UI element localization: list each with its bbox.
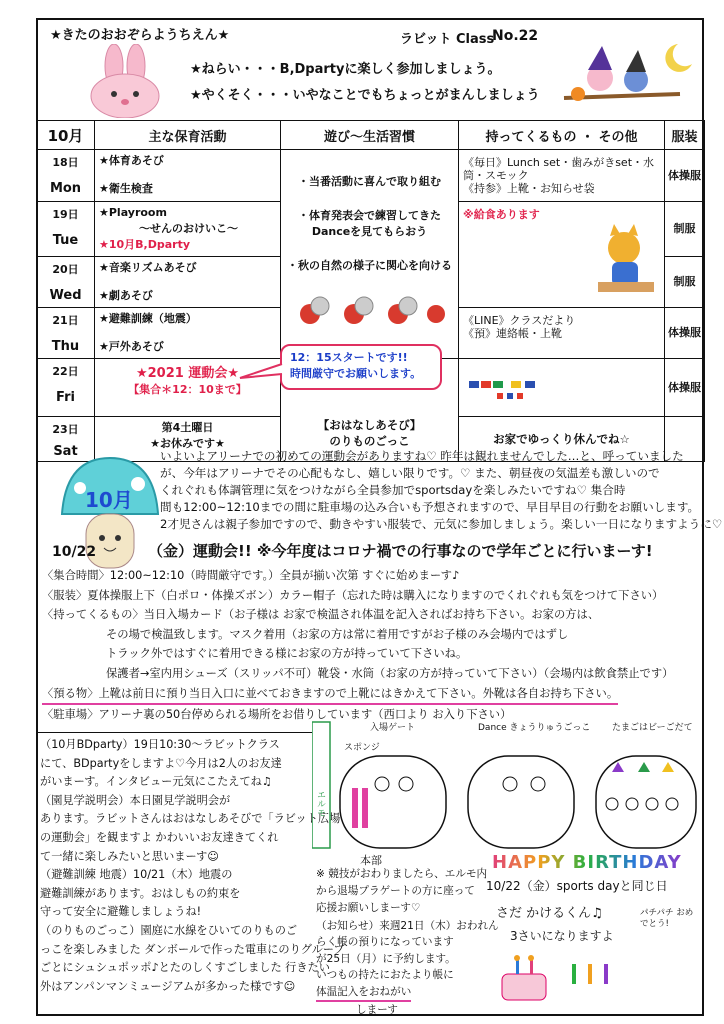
left-note-line: （園見学説明会）本日園見学説明会が [40, 793, 231, 807]
wear-cell: 制服 [665, 257, 705, 308]
activity-2: ★戸外あそび [99, 340, 164, 353]
activity-2: 【集合＊12：10まで】 [128, 383, 247, 396]
row-date: 20日 [52, 263, 79, 276]
intro-line: 2才児さんは親子参加ですので、動きやすい服装で、元気に参加しましょう。楽しい一日になりますように♡ [160, 517, 723, 531]
story-title: のりものごっこ [329, 434, 410, 448]
activity-1: ★体育あそび [99, 154, 164, 167]
map-note-line: 応援お願いしまーす♡ [316, 902, 421, 914]
wear-cell: 体操服 [665, 308, 705, 359]
row-dow: Tue [52, 233, 79, 248]
activity-1: ★避難訓練（地震） [99, 312, 197, 325]
wear-cell: 体操服 [665, 359, 705, 417]
bring-text: 《毎日》Lunch set・歯みがきset・水筒・スモック 《持参》上靴・お知らせ袋 [463, 156, 655, 195]
parking-line: 〈駐車場〉アリーナ裏の50台停められる場所をお借りしています（西口より お入り下さい） [42, 708, 512, 722]
notice-box [316, 918, 499, 1018]
detail-line: 保護者→室内用シューズ（スリッパ不可）靴袋・水筒（お家の方が持っていて下さい）（会場内は飲食禁止です） [106, 666, 674, 680]
activity-2: ★劇あそび [99, 289, 153, 302]
play-line-1: ・当番活動に喜んで取り組む [298, 175, 441, 188]
play-line-4: ・秋の自然の様子に関心を向ける [287, 259, 452, 272]
cat-chef-icon [590, 222, 660, 296]
wear-cell: 制服 [665, 202, 705, 257]
month-header: 10月 [37, 121, 95, 150]
notice-line: いつもの持たにおたより帳に [316, 969, 454, 982]
school-name: ★きたのおおぞらようちえん★ [50, 28, 230, 43]
activity-1-sub: ～せんのおけいこ～ [139, 222, 238, 235]
flags-icon [463, 371, 643, 407]
map-tamago-label: たまごはビーごだて [612, 723, 693, 733]
row-dow: Fri [56, 390, 75, 405]
map-note-line: から退場プラゲートの方に座って [316, 885, 475, 897]
schedule-table [36, 120, 705, 462]
birthday-banner: HAPPY BIRTHDAY [492, 852, 682, 873]
notice-line: しまーす [356, 1004, 398, 1017]
left-note-line: 避難訓練があります。おはしもの約束を [40, 886, 241, 900]
birthday-child: さだ かけるくん♫ [496, 906, 603, 921]
bring-text: ※給食あります [463, 208, 540, 221]
promise-text: ★やくそく・・・いやなことでもちょっとがまんしましょう [190, 88, 540, 103]
birthday-cake-icon [492, 944, 692, 1010]
bubble-line-1: 12：15スタートです!! [290, 351, 408, 364]
map-dance-label: Dance きょうりゅうごっこ [478, 723, 591, 733]
activity-1: 第4土曜日 [161, 421, 214, 434]
map-entrance-label: 入場ゲート [370, 723, 416, 733]
left-note-line: にて、BDpartyをしますよ♡今月は2人のお友達 [40, 756, 282, 770]
row-dow: Wed [49, 288, 82, 303]
map-note-line: ※ 競技がおわりましたら、エルモ内 [316, 868, 488, 880]
row-date: 22日 [52, 365, 79, 378]
table-row [37, 150, 705, 202]
rabbit-icon [80, 44, 170, 118]
left-note-line: て一緒に楽しみたいと思いまーす☺ [40, 849, 219, 863]
story-label: 【おはなしあそび】 [317, 418, 422, 432]
birthday-age: 3さいになりますよ [510, 929, 614, 943]
activity-1: ★2021 運動会★ [135, 366, 240, 381]
activity-1: ★音楽リズムあそび [99, 261, 197, 274]
section-divider [36, 732, 312, 733]
mushroom-month: 10月 [85, 488, 133, 512]
event-title: （金）運動会!! ※今年度はコロナ禍での行事なので学年ごとに行いまーす! [148, 542, 653, 560]
left-note-line: あります。ラビットさんはおはなしあそびで「ラビット広場 [40, 812, 341, 826]
detail-line: 〈持ってくるもの〉当日入場カード（お子様は お家で検温され体温を記入さればお持ち下さい。お家の方は、 [42, 608, 600, 622]
left-note-line: の運動会」を観ますよ かわいいお友達きてくれ [40, 830, 279, 844]
event-date: 10/22 [52, 544, 97, 560]
row-date: 18日 [52, 156, 79, 169]
field-map [312, 714, 704, 864]
mice-apples-icon [290, 288, 450, 332]
activity-2: ★お休みです★ [150, 437, 225, 450]
birthday-clap: パチパチ おめでとう! [640, 908, 694, 929]
play-cell [281, 150, 459, 359]
row-dow: Mon [49, 181, 82, 196]
intro-line: 間も12:00~12:10までの間に駐車場の込み合いも予想されますので、早目早目の行動をお願いします。 [160, 500, 700, 514]
class-label: ラビット Class [400, 32, 495, 47]
map-elemo-label: エルモ [315, 790, 325, 817]
activity-2: ★10月B,Dparty [99, 238, 191, 251]
intro-line: くれぐれも体調管理に気をつけながら全員参加でsportsdayを楽しみたいですね♡ 集合時 [160, 483, 626, 497]
map-honbu-label: 本部 [360, 854, 382, 867]
witch-broom-icon [560, 34, 700, 114]
play-line-2: ・体育発表会で練習してきた [298, 209, 441, 222]
map-sponge-label: スポンジ [344, 743, 380, 753]
left-column-notes [40, 736, 345, 996]
activity-2: ★衛生検査 [99, 182, 153, 195]
left-note-line: ごとにシュシュポッポ♪とたのしくすごしました 行きたい [40, 961, 330, 975]
event-details [42, 566, 673, 725]
row-date: 21日 [52, 314, 79, 327]
detail-line: トラック外ではすぐに着用できる様にお家の方が持っていて下さいね。 [106, 647, 468, 661]
bring-text: 《LINE》クラスだより 《預》連絡帳・上靴 [463, 314, 576, 340]
table-header-row [37, 121, 705, 150]
row-date: 23日 [52, 423, 79, 436]
left-note-line: 外はアンパンマンミュージアムが多かった様です☺ [40, 979, 296, 993]
intro-paragraph [160, 448, 722, 533]
left-note-line: （避難訓練 地震）10/21（木）地震の [40, 868, 233, 882]
bubble-pointer [238, 360, 284, 384]
activity-1: ★Playroom [99, 206, 167, 219]
left-note-line: （のりものごっこ）園庭に水線をひいてのりものご [40, 923, 298, 937]
bring-header: 持ってくるもの ・ その他 [459, 121, 665, 150]
aim-text: ★ねらい・・・B,Dpartyに楽しく参加しましょう。 [190, 62, 501, 77]
bubble-line-2: 時間厳守でお願いします。 [290, 367, 422, 380]
bring-text: お家でゆっくり休んでね☆ [459, 417, 665, 462]
wear-header: 服装 [665, 121, 705, 150]
left-note-line: がいまーす。インタビュー元気にこたえてね♫ [40, 775, 272, 789]
play-line-3: Danceを見てもらおう [311, 225, 428, 238]
notice-line: らく帳の預りになっています [316, 936, 454, 949]
play-header: 遊び～生活習慣 [281, 121, 459, 150]
notice-line: が25日（月）に予約します。 [316, 952, 456, 965]
detail-line: その場で検温致します。マスク着用（お家の方は常に着用ですがお子様のみ会場内ではずし [106, 627, 569, 641]
deposit-line: 〈預る物〉上靴は前日に預り当日入口に並べておきますので上靴にはきかえて下さい。外靴は各自お持ち下さい。 [42, 684, 618, 706]
map-note [316, 866, 487, 917]
row-date: 19日 [52, 208, 79, 221]
detail-line: 〈服装〉夏体操服上下（白ポロ・体操ズボン）カラー帽子（忘れた時は購入になりますのでくれぐれも気をつけて下さい） [42, 588, 664, 602]
left-note-line: （10月BDparty）19日10:30～ラビットクラス [40, 738, 280, 751]
detail-line: 〈集合時間〉12:00~12:10（時間厳守です。）全員が揃い次第 すぐに始めまーす♪ [42, 569, 460, 582]
intro-line: いよいよアリーナでの初めての運動会がありますね♡ 昨年は観れませんでした…と、呼っていました [160, 449, 684, 463]
row-dow: Sat [53, 444, 78, 459]
activity-header: 主な保育活動 [95, 121, 281, 150]
row-dow: Thu [51, 339, 80, 354]
start-time-bubble [280, 344, 442, 390]
birthday-date: 10/22（金）sports dayと同じ日 [486, 879, 668, 893]
left-note-line: 守って安全に避難しましょうね! [40, 905, 202, 919]
notice-line: （お知らせ）来週21日（木）おわれん [316, 920, 499, 932]
issue-number: No.22 [492, 28, 539, 44]
wear-cell: 体操服 [665, 150, 705, 202]
intro-line: が、今年はアリーナでその心配もなし、嬉しい限りです。♡ また、朝昼夜の気温差も激しいので [160, 466, 660, 480]
notice-line: 体温記入をおねがい [316, 984, 411, 1002]
left-note-line: っこを楽しみました ダンボールで作った電車にのりグループ [40, 942, 345, 956]
